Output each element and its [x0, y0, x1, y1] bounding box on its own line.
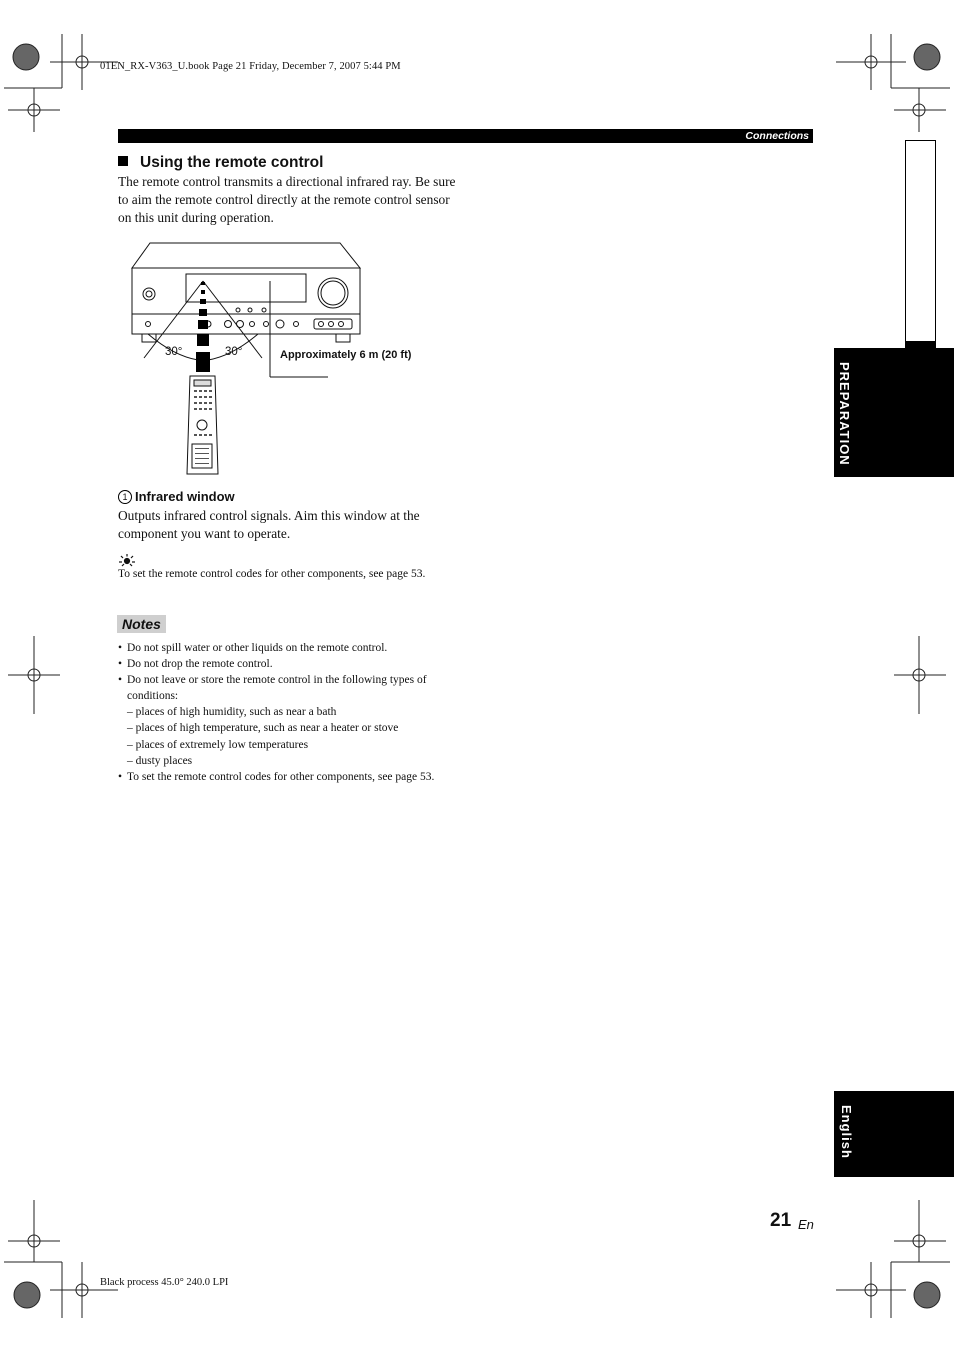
footer-print-info: Black process 45.0° 240.0 LPI [100, 1277, 229, 1288]
angle-left-label: 30° [165, 346, 183, 358]
section-bar [118, 129, 813, 143]
note-subitem: – places of high temperature, such as near a heater or stove [127, 722, 399, 735]
infrared-title: Infrared window [135, 489, 235, 504]
tab-preparation [834, 348, 954, 477]
callout-number: 1 [118, 490, 132, 504]
infrared-heading [118, 489, 235, 504]
tab-outline [905, 140, 936, 349]
section-label: Connections [745, 130, 809, 142]
note-subitem: – dusty places [127, 754, 193, 767]
book-header: 01EN_RX-V363_U.book Page 21 Friday, December 7, 2007 5:44 PM [100, 61, 401, 72]
note-item: • To set the remote control codes for other components, see page 53. [118, 769, 458, 785]
notes-list [118, 640, 458, 785]
tab-english-label: English [839, 1105, 854, 1159]
note-subitem: – places of extremely low temperatures [127, 738, 309, 751]
section-heading [118, 154, 323, 172]
hint-text: To set the remote control codes for other components, see page 53. [118, 568, 426, 580]
tab-english [834, 1091, 954, 1177]
page-language: En [798, 1217, 814, 1232]
notes-label: Notes [117, 615, 166, 633]
page-number: 21 [770, 1210, 792, 1231]
note-item: • Do not drop the remote control. [118, 656, 458, 672]
intro-paragraph: The remote control transmits a directional infrared ray. Be sure to aim the remote control directly at the remote control sensor on this unit during operation. [118, 174, 456, 225]
heading-text: Using the remote control [140, 154, 324, 171]
note-item: • Do not spill water or other liquids on the remote control. [118, 640, 458, 656]
note-subitem: – places of high humidity, such as near a bath [127, 706, 337, 719]
tab-marker [905, 341, 935, 371]
tab-preparation-label: PREPARATION [837, 362, 852, 466]
infrared-description: Outputs infrared control signals. Aim this window at the component you want to operate. [118, 508, 420, 541]
distance-label: Approximately 6 m (20 ft) [280, 349, 412, 361]
hint-lightbulb-icon [118, 553, 136, 567]
heading-square-icon [118, 156, 128, 166]
angle-right-label: 30° [225, 346, 243, 358]
note-item: • Do not leave or store the remote control in the following types of conditions: [118, 672, 458, 704]
